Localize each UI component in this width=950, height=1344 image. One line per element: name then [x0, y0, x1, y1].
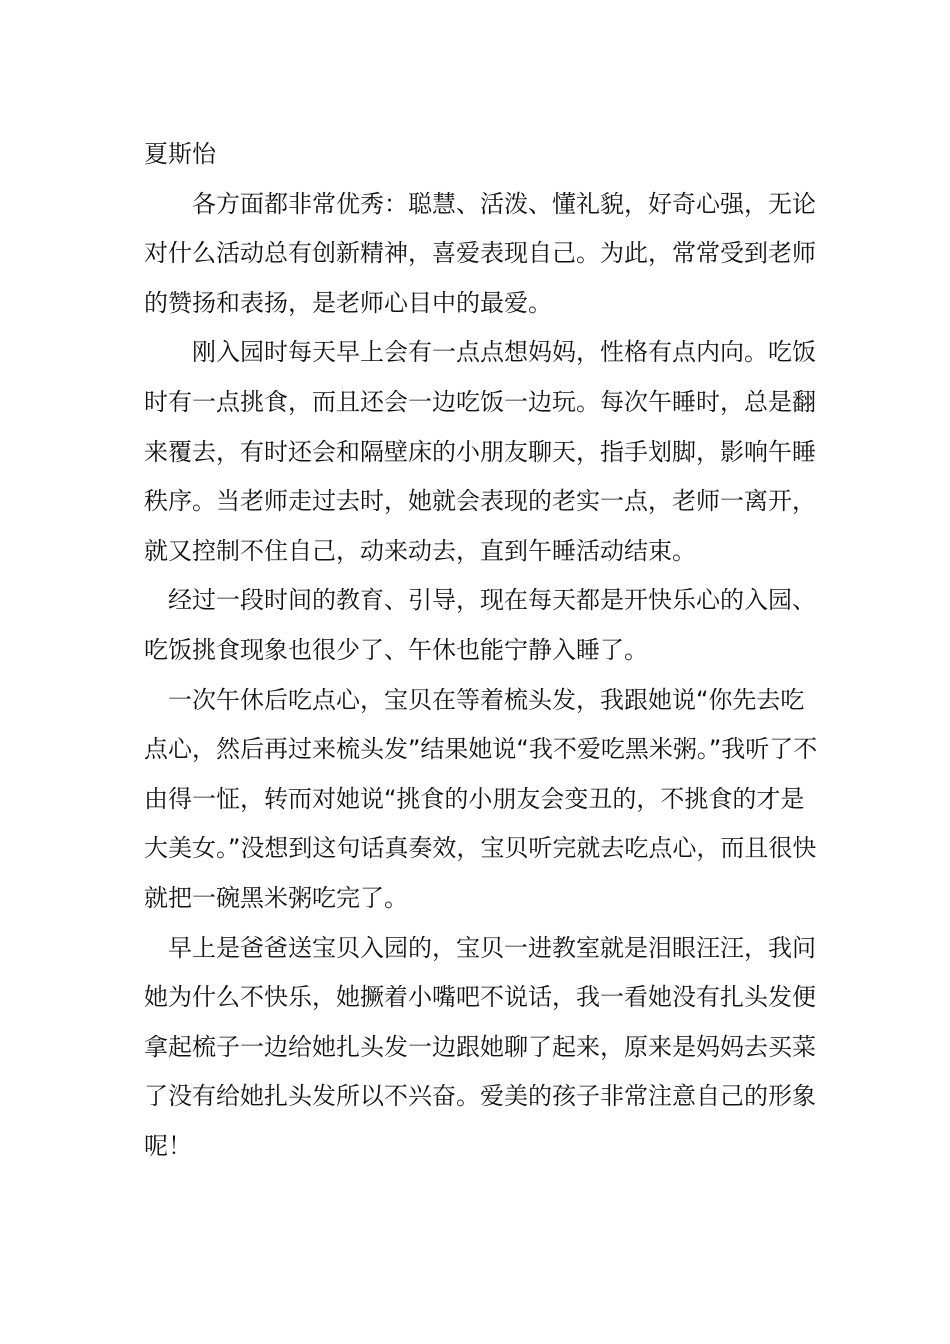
- paragraph-early-behavior: 刚入园时每天早上会有一点点想妈妈，性格有点内向。吃饭时有一点挑食，而且还会一边吃饭一边玩。每次午睡时，总是翻来覆去，有时还会和隔壁床的小朋友聊天，指手划脚，影响午睡秩序。当老师走过去时，她就会表现的老实一点，老师一离开，就又控制不住自己，动来动去，直到午睡活动结束。: [144, 338, 816, 565]
- paragraph-overall-evaluation: 各方面都非常优秀：聪慧、活泼、懂礼貌，好奇心强，无论对什么活动总有创新精神，喜爱表现自己。为此，常常受到老师的赞扬和表扬，是老师心目中的最爱。: [144, 189, 816, 317]
- child-name-heading: 夏斯怡: [144, 140, 216, 168]
- document-body: [144, 130, 824, 1171]
- paragraph-progress: 经过一段时间的教育、引导，现在每天都是开快乐心的入园、吃饭挑食现象也很少了、午休也能宁静入睡了。: [144, 586, 816, 664]
- paragraph-snack-anecdote: 一次午休后吃点心，宝贝在等着梳头发，我跟她说“你先去吃点心，然后再过来梳头发”结果她说“我不爱吃黑米粥。”我听了不由得一怔，转而对她说“挑食的小朋友会变丑的，不挑食的才是大美女。”没想到这句话真奏效，宝贝听完就去吃点心，而且很快就把一碗黑米粥吃完了。: [144, 685, 818, 912]
- paragraph-hair-anecdote: 早上是爸爸送宝贝入园的，宝贝一进教室就是泪眼汪汪，我问她为什么不快乐，她撅着小嘴吧不说话，我一看她没有扎头发便拿起梳子一边给她扎头发一边跟她聊了起来，原来是妈妈去买菜了没有给她扎头发所以不兴奋。爱美的孩子非常注意自己的形象呢！: [144, 933, 816, 1160]
